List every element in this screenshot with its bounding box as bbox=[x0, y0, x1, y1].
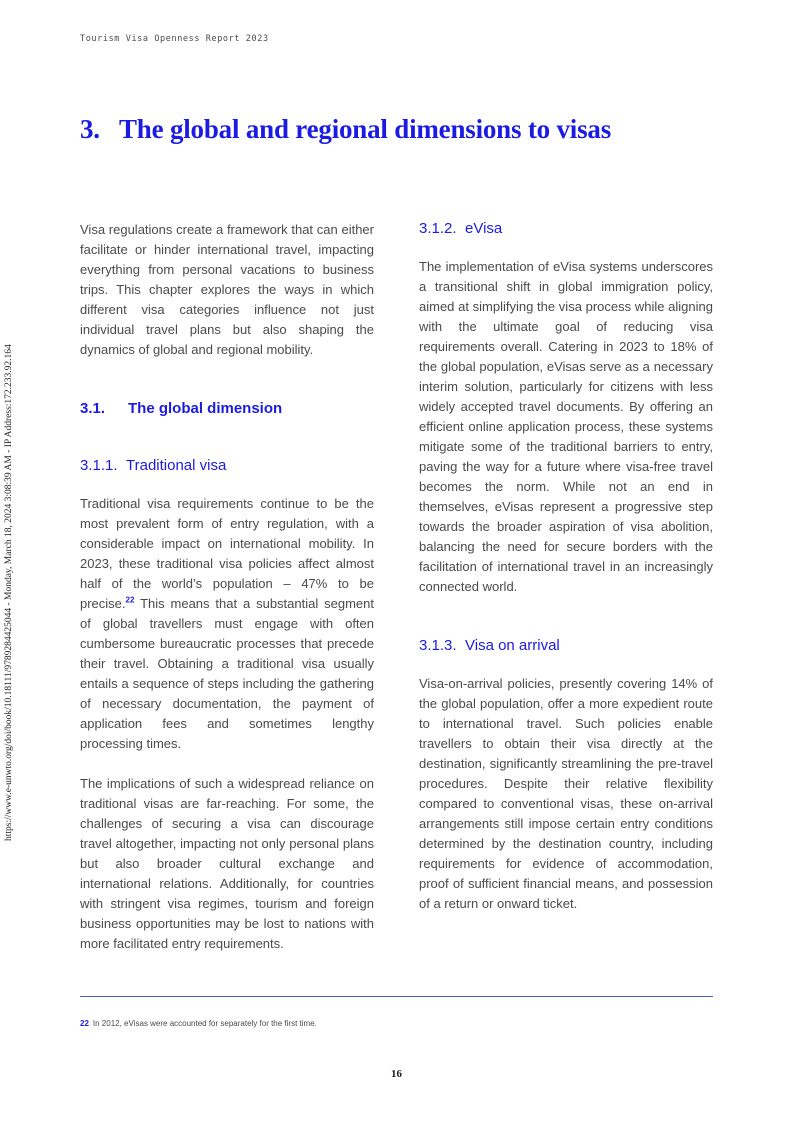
footnote-text: In 2012, eVisas were accounted for separately for the first time. bbox=[92, 1019, 317, 1028]
section-3-1-2-number: 3.1.2. bbox=[419, 220, 457, 237]
footnote-number: 22 bbox=[80, 1019, 89, 1028]
chapter-number: 3. bbox=[80, 114, 100, 144]
section-3-1-3-title: Visa on arrival bbox=[465, 637, 560, 654]
chapter-title-text: The global and regional dimensions to visas bbox=[119, 114, 612, 144]
section-3-1-1-number: 3.1.1. bbox=[80, 457, 118, 474]
section-3-1-heading bbox=[80, 400, 374, 417]
right-column bbox=[419, 220, 713, 914]
section-3-1-1-title: Traditional visa bbox=[126, 457, 227, 474]
traditional-visa-p1-text-b: This means that a substantial segment of global travellers must engage with often cumbersome bureaucratic processes that precede their travel. Obtaining a traditional visa usually entails a sequence of steps including the gathering of necessary documentation, the payment of application fees and sometimes lengthy processing times. bbox=[80, 596, 374, 751]
side-download-note-text: https://www.e-unwto.org/doi/book/10.18111/9789284425044 - Monday, March 18, 2024 3:08:39 AM - IP Address:172.233.92.164 bbox=[4, 344, 14, 841]
page-number: 16 bbox=[391, 1068, 402, 1080]
section-3-1-title: The global dimension bbox=[128, 400, 283, 417]
side-download-note bbox=[0, 0, 14, 1122]
evisa-paragraph: The implementation of eVisa systems underscores a transitional shift in global immigration policy, aimed at simplifying the visa process while aligning with the ultimate goal of reducing visa requirements overall. Catering in 2023 to 18% of the global population, eVisas serve as a necessary interim solution, particularly for citizens with less widely accepted travel documents. By offering an efficient online application process, these systems mitigate some of the traditional barriers to entry, paving the way for a future where visa-free travel becomes the norm. While not an end in themselves, eVisas represent a progressive step towards the broader aspiration of visa abolition, balancing the need for secure borders with the facilitation of international travel in an increasingly connected world. bbox=[419, 259, 713, 594]
running-header: Tourism Visa Openness Report 2023 bbox=[80, 34, 269, 44]
visa-on-arrival-paragraph: Visa-on-arrival policies, presently covering 14% of the global population, offer a more expedient route to international travel. Such policies enable travellers to obtain their visa directly at the destination, significantly streamlining the pre-travel procedures. Despite their relative flexibility compared to conventional visas, these on-arrival arrangements still impose certain entry conditions determined by the destination country, including requirements for evidence of accommodation, proof of sufficient financial means, and possession of a return or onward ticket. bbox=[419, 676, 713, 911]
traditional-visa-p1-text-a: Traditional visa requirements continue to be the most prevalent form of entry regulation, with a considerable impact on international mobility. In 2023, these traditional visa policies affect almost half of the world’s population – 47% to be precise. bbox=[80, 496, 374, 611]
section-3-1-3-number: 3.1.3. bbox=[419, 637, 457, 654]
traditional-visa-paragraph-2: The implications of such a widespread reliance on traditional visas are far-reaching. For some, the challenges of securing a visa can discourage travel altogether, impacting not only personal plans but also broader cultural exchange and international relations. Additionally, for countries with stringent visa regimes, tourism and foreign business opportunities may be lost to nations with more facilitated entry requirements. bbox=[80, 776, 374, 951]
left-column bbox=[80, 220, 374, 954]
footnote-divider bbox=[80, 996, 713, 997]
footnote bbox=[80, 1019, 317, 1028]
footnote-reference-22[interactable]: 22 bbox=[125, 595, 135, 605]
intro-paragraph: Visa regulations create a framework that can either facilitate or hinder international travel, impacting everything from personal vacations to business trips. This chapter explores the ways in which different visa categories influence not just individual travel plans but also shaping the dynamics of global and regional mobility. bbox=[80, 222, 374, 357]
chapter-title bbox=[80, 114, 611, 145]
section-3-1-number: 3.1. bbox=[80, 400, 106, 417]
section-3-1-2-heading bbox=[419, 220, 713, 237]
section-3-1-1-heading bbox=[80, 457, 374, 474]
traditional-visa-paragraph-1 bbox=[80, 494, 374, 754]
section-3-1-3-heading bbox=[419, 637, 713, 654]
section-3-1-2-title: eVisa bbox=[465, 220, 503, 237]
